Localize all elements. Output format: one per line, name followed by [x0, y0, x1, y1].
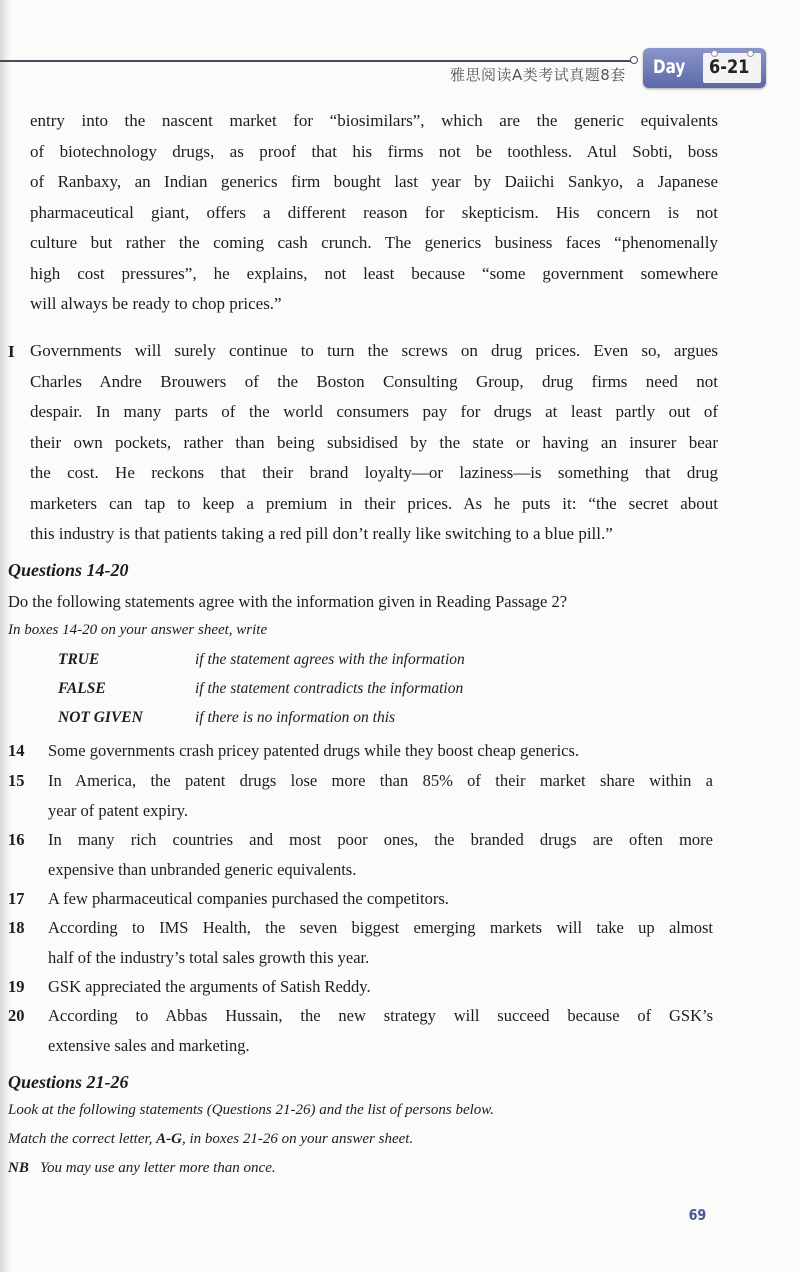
- passage-paragraph-continued: [30, 106, 718, 320]
- question-number: 18: [8, 918, 25, 937]
- question-text: expensive than unbranded generic equivalents.: [48, 859, 357, 879]
- question-text: In America, the patent drugs lose more than 85% of their market share within a: [48, 771, 713, 790]
- text-line: despair. In many parts of the world consumers pay for drugs at least partly out of: [30, 402, 718, 421]
- question-number: 19: [8, 977, 25, 996]
- text-line: will always be ready to chop prices.”: [30, 294, 282, 313]
- questions-14-20-instruction: Do the following statements agree with the information given in Reading Passage 2?: [8, 592, 568, 611]
- book-title: 雅思阅读A类考试真题8套: [450, 66, 626, 84]
- questions-14-20-heading: Questions 14-20: [8, 560, 129, 580]
- text-line: high cost pressures”, he explains, not least because “some government somewhere: [30, 263, 718, 283]
- question-item-19: [8, 972, 713, 1002]
- question-text: Some governments crash pricey patented drugs while they boost cheap generics.: [48, 741, 580, 760]
- legend-desc: if the statement agrees with the information: [195, 651, 465, 668]
- question-number: 14: [8, 741, 25, 760]
- question-item-14: [8, 736, 713, 766]
- question-text: year of patent expiry.: [48, 800, 189, 820]
- question-number: 20: [8, 1006, 25, 1025]
- questions-21-26-nb: [8, 1160, 276, 1177]
- legend-desc: if the statement contradicts the information: [195, 680, 464, 697]
- text-line: of biotechnology drugs, as proof that his firms not be toothless. Atul Sobti, boss: [30, 141, 718, 161]
- question-text: According to IMS Health, the seven biggest emerging markets will take up almost: [48, 918, 713, 937]
- paragraph-marker: I: [8, 342, 15, 361]
- text-line: entry into the nascent market for “biosimilars”, which are the generic equivalents: [30, 111, 718, 130]
- question-text: In many rich countries and most poor ones, the branded drugs are often more: [48, 830, 713, 849]
- passage-paragraph-I: [30, 336, 718, 550]
- nb-text: You may use any letter more than once.: [40, 1160, 276, 1176]
- question-number: 17: [8, 889, 25, 908]
- instruction-text: , in boxes 21-26 on your answer sheet.: [182, 1131, 414, 1147]
- question-item-15: [8, 766, 713, 825]
- legend-key: TRUE: [58, 651, 100, 668]
- question-number: 15: [8, 771, 25, 790]
- text-line: the cost. He reckons that their brand loyalty—or laziness—is something that drug: [30, 463, 718, 482]
- question-item-16: [8, 825, 713, 884]
- day-range: 6-21: [709, 56, 750, 78]
- questions-21-26-heading: Questions 21-26: [8, 1072, 129, 1092]
- questions-14-20-sub-instruction: In boxes 14-20 on your answer sheet, write: [8, 622, 268, 638]
- day-label: Day: [653, 56, 686, 78]
- question-text: half of the industry’s total sales growth this year.: [48, 947, 370, 967]
- text-line: pharmaceutical giant, offers a different reason for skepticism. His concern is not: [30, 202, 718, 222]
- questions-21-26-instruction-2: [8, 1131, 413, 1148]
- question-text: According to Abbas Hussain, the new strategy will succeed because of GSK’s: [48, 1006, 713, 1025]
- day-calendar-card: [703, 53, 761, 83]
- instruction-text: Match the correct letter,: [8, 1131, 157, 1147]
- question-text: extensive sales and marketing.: [48, 1035, 250, 1055]
- nb-label: NB: [8, 1160, 29, 1176]
- questions-21-26-instruction-1: Look at the following statements (Questions 21-26) and the list of persons below.: [8, 1102, 494, 1118]
- text-line: Charles Andre Brouwers of the Boston Consulting Group, drug firms need not: [30, 371, 718, 391]
- legend-desc: if there is no information on this: [195, 709, 396, 726]
- text-line: marketers can tap to keep a premium in their prices. As he puts it: “the secret about: [30, 493, 718, 513]
- legend-key: NOT GIVEN: [58, 709, 143, 726]
- question-item-20: [8, 1001, 713, 1060]
- text-line: of Ranbaxy, an Indian generics firm bought last year by Daiichi Sankyo, a Japanese: [30, 172, 718, 191]
- question-item-17: [8, 884, 713, 914]
- question-item-18: [8, 913, 713, 972]
- letter-range: A-G: [156, 1131, 182, 1147]
- day-badge: [643, 48, 766, 88]
- page-number: 69: [688, 1206, 707, 1224]
- header-rule-end-dot: [630, 56, 638, 64]
- text-line: their own pockets, rather than being subsidised by the state or having an insurer bear: [30, 432, 718, 452]
- question-text: A few pharmaceutical companies purchased the competitors.: [48, 889, 449, 908]
- text-line: culture but rather the coming cash crunch. The generics business faces “phenomenally: [30, 233, 718, 252]
- question-number: 16: [8, 830, 25, 849]
- question-text: GSK appreciated the arguments of Satish Reddy.: [48, 977, 371, 996]
- text-line: this industry is that patients taking a red pill don’t really like switching to a blue pill.”: [30, 524, 613, 543]
- header-rule: [0, 60, 632, 62]
- text-line: Governments will surely continue to turn the screws on drug prices. Even so, argues: [30, 341, 718, 360]
- legend-key: FALSE: [58, 680, 106, 697]
